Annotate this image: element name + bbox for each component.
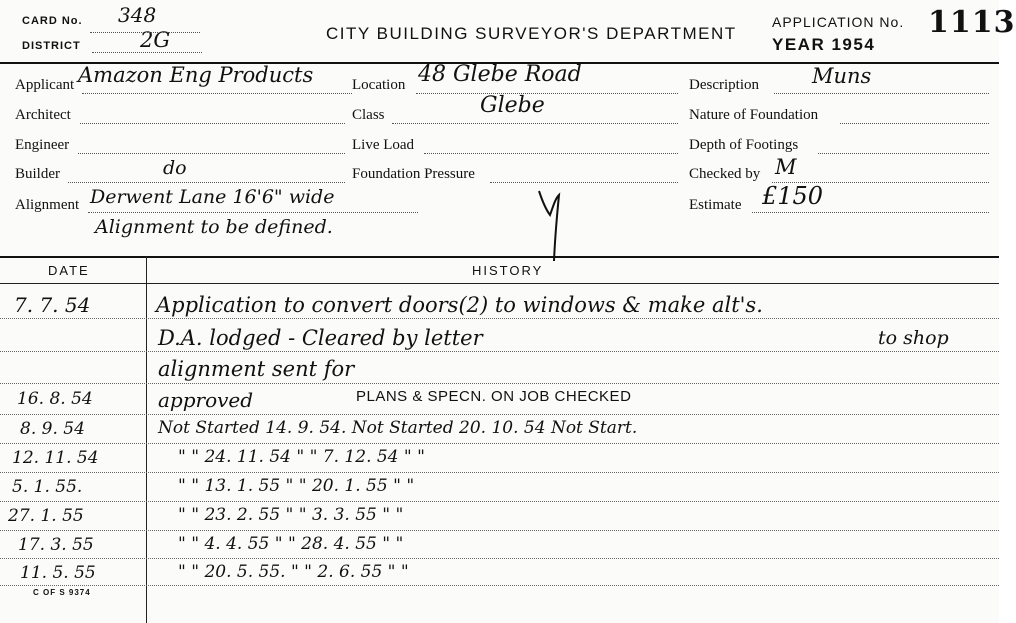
row-history: approved: [158, 388, 254, 412]
application-label: APPLICATION No.: [772, 14, 905, 30]
table-top-rule: [0, 256, 999, 258]
class-label: Class: [352, 107, 385, 123]
row-date: 27. 1. 55: [8, 506, 84, 526]
engineer-dots: [78, 153, 345, 154]
plans-checked-stamp: PLANS & SPECN. ON JOB CHECKED: [356, 388, 632, 405]
row-date: 8. 9. 54: [20, 419, 85, 439]
card-no-label: CARD No.: [22, 15, 83, 27]
row-line: [0, 443, 999, 444]
card-no-value: 348: [118, 3, 157, 27]
liveload-dots: [424, 153, 678, 154]
row-history: " " 4. 4. 55 " " 28. 4. 55 " ": [178, 534, 404, 554]
alignment-dots: [88, 212, 418, 213]
row-history: alignment sent for: [158, 357, 355, 381]
checked-label: Checked by: [689, 166, 761, 182]
row-line: [0, 351, 999, 352]
pressure-label: Foundation Pressure: [352, 166, 475, 182]
engineer-label: Engineer: [15, 137, 70, 153]
column-divider: [146, 256, 147, 623]
card-no-dots: [90, 32, 200, 33]
description-label: Description: [689, 77, 759, 93]
estimate-value: £150: [762, 182, 824, 210]
location-dots: [416, 93, 678, 94]
class-dots: [392, 123, 678, 124]
description-value: Muns: [812, 64, 872, 88]
row-history-right: to shop: [878, 327, 949, 349]
pen-mark: [535, 185, 565, 265]
architect-dots: [80, 123, 345, 124]
row-date: 12. 11. 54: [12, 448, 99, 468]
year-label: YEAR 1954: [772, 35, 876, 54]
builder-dots: [68, 182, 345, 183]
row-line: [0, 414, 999, 415]
architect-label: Architect: [15, 107, 71, 123]
row-line: [0, 585, 999, 586]
row-history: Application to convert doors(2) to windows & make alt's.: [156, 293, 763, 317]
district-label: DISTRICT: [22, 40, 81, 52]
applicant-label: Applicant: [15, 77, 75, 93]
applicant-value: Amazon Eng Products: [78, 63, 314, 87]
alignment-note: Alignment to be defined.: [95, 216, 333, 238]
class-value: Glebe: [480, 93, 545, 118]
builder-label: Builder: [15, 166, 60, 182]
description-dots: [774, 93, 989, 94]
row-history: " " 20. 5. 55. " " 2. 6. 55 " ": [178, 562, 409, 582]
row-date: 11. 5. 55: [20, 563, 96, 583]
depth-label: Depth of Footings: [689, 137, 799, 153]
row-date: 5. 1. 55.: [12, 477, 83, 497]
row-line: [0, 318, 999, 319]
row-date: 16. 8. 54: [17, 389, 93, 409]
history-header: HISTORY: [472, 263, 544, 278]
district-dots: [92, 52, 202, 53]
location-value: 48 Glebe Road: [418, 62, 582, 87]
application-number: 1113: [928, 5, 1016, 40]
estimate-dots: [752, 212, 989, 213]
builder-value: do: [163, 157, 187, 179]
nature-label: Nature of Foundation: [689, 107, 819, 123]
district-value: 2G: [140, 28, 171, 52]
row-line: [0, 501, 999, 502]
row-line: [0, 472, 999, 473]
row-date: 17. 3. 55: [18, 535, 94, 555]
checked-value: M: [775, 155, 797, 179]
alignment-value: Derwent Lane 16'6" wide: [90, 186, 335, 208]
applicant-dots: [82, 93, 352, 94]
row-date: 7. 7. 54: [14, 293, 91, 317]
header-underline: [0, 283, 999, 284]
row-history: D.A. lodged - Cleared by letter: [158, 326, 483, 350]
pressure-dots: [490, 182, 678, 183]
form-number: C OF S 9374: [33, 588, 91, 597]
row-line: [0, 558, 999, 559]
location-label: Location: [352, 77, 406, 93]
row-line: [0, 383, 999, 384]
row-line: [0, 530, 999, 531]
estimate-label: Estimate: [689, 197, 742, 213]
liveload-label: Live Load: [352, 137, 415, 153]
row-history: " " 13. 1. 55 " " 20. 1. 55 " ": [178, 476, 415, 496]
row-history: " " 23. 2. 55 " " 3. 3. 55 " ": [178, 505, 404, 525]
date-header: DATE: [48, 263, 90, 278]
nature-dots: [840, 123, 989, 124]
alignment-label: Alignment: [15, 197, 80, 213]
row-history: " " 24. 11. 54 " " 7. 12. 54 " ": [178, 447, 425, 467]
row-history: Not Started 14. 9. 54. Not Started 20. 10. 54 Not Start.: [158, 418, 638, 438]
depth-dots: [818, 153, 989, 154]
department-title: CITY BUILDING SURVEYOR'S DEPARTMENT: [326, 24, 737, 43]
